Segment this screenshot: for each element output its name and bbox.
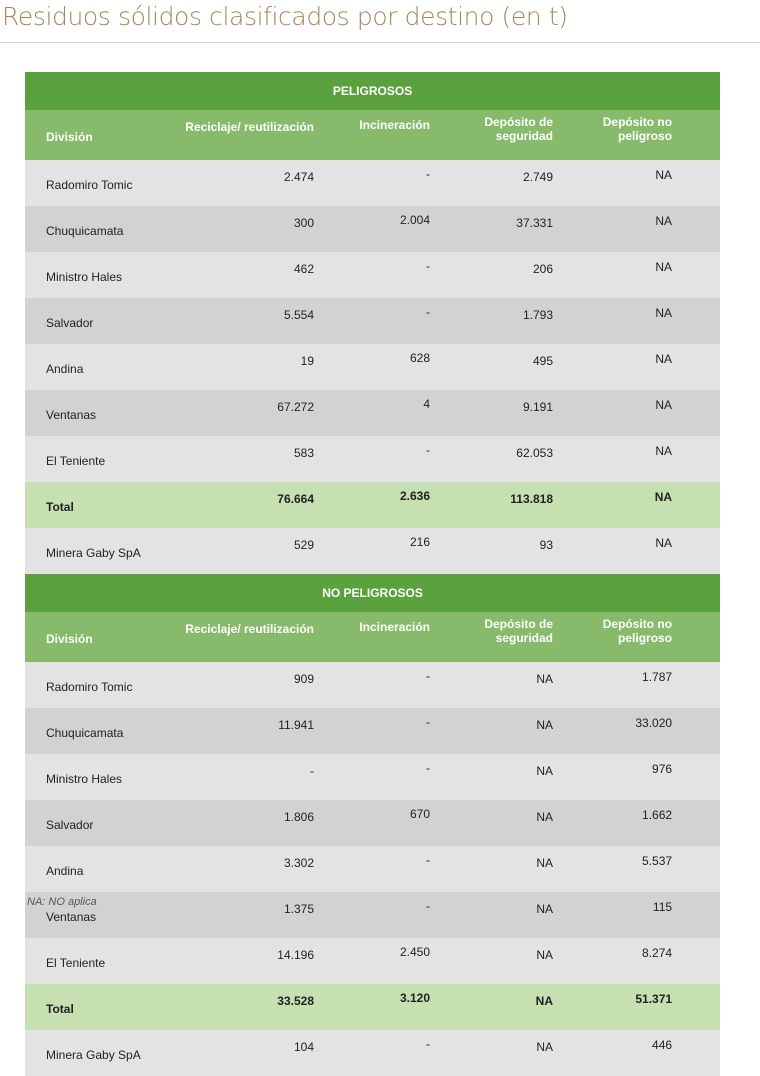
cell-deposito-seguridad: 495 [434,344,557,390]
cell-division: Chuquicamata [25,708,175,754]
cell-deposito-no-peligroso: NA [557,390,720,436]
title-divider [0,42,760,43]
cell-deposito-seguridad: NA [434,800,557,846]
cell-deposito-no-peligroso: 1.662 [557,800,720,846]
header-division: División [25,110,175,160]
cell-deposito-no-peligroso: 33.020 [557,708,720,754]
cell-deposito-seguridad: NA [434,708,557,754]
header-reciclaje: Reciclaje/ reutilización [175,612,318,662]
cell-incineracion: - [318,436,434,482]
cell-division: Radomiro Tomic [25,160,175,206]
cell-division: Ventanas [25,892,175,938]
cell-division: Ministro Hales [25,754,175,800]
section-title: PELIGROSOS [25,72,720,110]
cell-division: El Teniente [25,436,175,482]
footnote: NA: NO aplica [27,896,97,908]
header-division: División [25,612,175,662]
cell-reciclaje: 909 [175,662,318,708]
table-row [25,390,720,436]
cell-deposito-no-peligroso: NA [557,482,720,528]
total-row [25,984,720,1030]
cell-incineracion: - [318,846,434,892]
cell-division: Total [25,984,175,1030]
table-row [25,800,720,846]
cell-reciclaje: - [175,754,318,800]
header-deposito-seguridad: Depósito de seguridad [434,612,557,662]
cell-deposito-no-peligroso: 115 [557,892,720,938]
waste-table-body [25,72,720,1076]
column-header-row [25,110,720,160]
cell-incineracion: - [318,892,434,938]
cell-reciclaje: 104 [175,1030,318,1076]
cell-deposito-no-peligroso: 8.274 [557,938,720,984]
cell-division: Salvador [25,800,175,846]
cell-incineracion: 2.004 [318,206,434,252]
cell-division: Radomiro Tomic [25,662,175,708]
cell-incineracion: - [318,160,434,206]
section-header [25,72,720,110]
cell-deposito-no-peligroso: 446 [557,1030,720,1076]
table-row [25,708,720,754]
table-row [25,938,720,984]
cell-incineracion: - [318,754,434,800]
cell-deposito-no-peligroso: NA [557,160,720,206]
table-row [25,528,720,574]
cell-incineracion: - [318,662,434,708]
cell-deposito-seguridad: NA [434,1030,557,1076]
header-reciclaje: Reciclaje/ reutilización [175,110,318,160]
cell-division: Salvador [25,298,175,344]
cell-division: Chuquicamata [25,206,175,252]
cell-reciclaje: 3.302 [175,846,318,892]
cell-deposito-no-peligroso: 51.371 [557,984,720,1030]
cell-division: Minera Gaby SpA [25,528,175,574]
header-deposito-seguridad: Depósito de seguridad [434,110,557,160]
cell-incineracion: - [318,1030,434,1076]
cell-deposito-seguridad: NA [434,662,557,708]
cell-reciclaje: 462 [175,252,318,298]
cell-reciclaje: 5.554 [175,298,318,344]
cell-reciclaje: 1.375 [175,892,318,938]
waste-table [25,72,720,1076]
cell-deposito-no-peligroso: NA [557,206,720,252]
cell-deposito-seguridad: 9.191 [434,390,557,436]
cell-incineracion: 3.120 [318,984,434,1030]
cell-deposito-no-peligroso: NA [557,436,720,482]
cell-reciclaje: 2.474 [175,160,318,206]
section-header [25,574,720,612]
cell-incineracion: - [318,298,434,344]
cell-deposito-seguridad: 37.331 [434,206,557,252]
cell-deposito-no-peligroso: NA [557,344,720,390]
cell-reciclaje: 1.806 [175,800,318,846]
cell-deposito-seguridad: 62.053 [434,436,557,482]
cell-deposito-seguridad: NA [434,892,557,938]
page-title: Residuos sólidos clasificados por destino (en t) [2,2,568,31]
cell-deposito-seguridad: 1.793 [434,298,557,344]
header-incineracion: Incineración [318,612,434,662]
table-row [25,846,720,892]
cell-incineracion: 216 [318,528,434,574]
cell-division: Minera Gaby SpA [25,1030,175,1076]
cell-incineracion: - [318,708,434,754]
table-row [25,206,720,252]
cell-incineracion: 2.636 [318,482,434,528]
cell-reciclaje: 529 [175,528,318,574]
cell-reciclaje: 11.941 [175,708,318,754]
header-deposito-no-peligroso: Depósito no peligroso [557,110,720,160]
cell-reciclaje: 33.528 [175,984,318,1030]
column-header-row [25,612,720,662]
table-row [25,436,720,482]
cell-division: Total [25,482,175,528]
cell-incineracion: 628 [318,344,434,390]
cell-division: El Teniente [25,938,175,984]
cell-deposito-seguridad: 93 [434,528,557,574]
cell-deposito-no-peligroso: NA [557,252,720,298]
table-row [25,1030,720,1076]
table-row [25,344,720,390]
cell-reciclaje: 300 [175,206,318,252]
cell-division: Ministro Hales [25,252,175,298]
cell-incineracion: 4 [318,390,434,436]
header-deposito-no-peligroso: Depósito no peligroso [557,612,720,662]
cell-deposito-no-peligroso: 5.537 [557,846,720,892]
cell-division: Andina [25,344,175,390]
cell-deposito-no-peligroso: 1.787 [557,662,720,708]
cell-deposito-no-peligroso: 976 [557,754,720,800]
cell-reciclaje: 67.272 [175,390,318,436]
table-row [25,252,720,298]
header-incineracion: Incineración [318,110,434,160]
table-row [25,892,720,938]
cell-division: Ventanas [25,390,175,436]
cell-division: Andina [25,846,175,892]
cell-reciclaje: 19 [175,344,318,390]
cell-incineracion: 2.450 [318,938,434,984]
cell-reciclaje: 76.664 [175,482,318,528]
cell-incineracion: - [318,252,434,298]
cell-reciclaje: 14.196 [175,938,318,984]
table-row [25,160,720,206]
cell-deposito-seguridad: 2.749 [434,160,557,206]
cell-incineracion: 670 [318,800,434,846]
cell-deposito-no-peligroso: NA [557,528,720,574]
cell-deposito-no-peligroso: NA [557,298,720,344]
cell-deposito-seguridad: 113.818 [434,482,557,528]
cell-deposito-seguridad: NA [434,754,557,800]
table-row [25,662,720,708]
total-row [25,482,720,528]
cell-deposito-seguridad: NA [434,846,557,892]
table-row [25,754,720,800]
section-title: NO PELIGROSOS [25,574,720,612]
cell-deposito-seguridad: 206 [434,252,557,298]
cell-deposito-seguridad: NA [434,938,557,984]
cell-deposito-seguridad: NA [434,984,557,1030]
table-row [25,298,720,344]
cell-reciclaje: 583 [175,436,318,482]
